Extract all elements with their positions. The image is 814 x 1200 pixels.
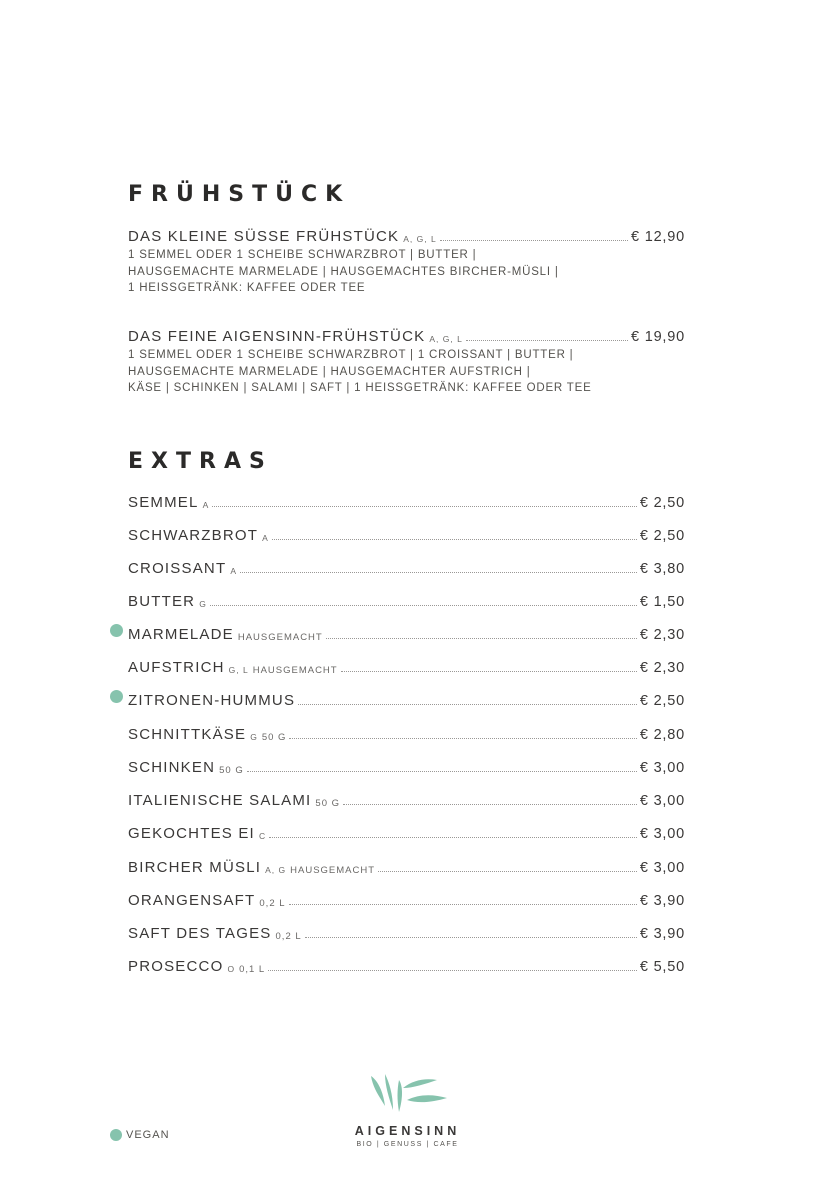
item-allergens: C — [258, 831, 267, 841]
brand-logo — [330, 1070, 485, 1148]
item-price: € 2,50 — [639, 692, 685, 709]
item-note: HAUSGEMACHT — [252, 664, 338, 676]
description-line: HAUSGEMACHTE MARMELADE | HAUSGEMACHTES BIRCHER-MÜSLI | — [128, 265, 559, 278]
item-description — [128, 347, 688, 397]
item-name: AUFSTRICH — [128, 659, 225, 676]
dot-leader — [210, 605, 637, 606]
dot-leader — [378, 871, 637, 872]
section-title-extras: EXTRAS — [128, 449, 273, 474]
item-note: 0,1 L — [239, 963, 266, 975]
item-name: DAS KLEINE SÜSSE FRÜHSTÜCK — [128, 228, 400, 245]
extras-item — [128, 653, 685, 675]
extras-item — [128, 886, 685, 908]
extras-item — [128, 819, 685, 841]
item-name: SCHNITTKÄSE — [128, 726, 247, 743]
item-price: € 2,50 — [639, 494, 685, 511]
extras-item — [128, 753, 685, 775]
dot-leader — [466, 340, 628, 341]
extras-item — [128, 919, 685, 941]
extras-item — [128, 720, 685, 742]
dot-leader — [240, 572, 637, 573]
item-price: € 3,00 — [639, 792, 685, 809]
description-line: 1 HEISSGETRÄNK: KAFFEE ODER TEE — [128, 282, 366, 294]
description-line: KÄSE | SCHINKEN | SALAMI | SAFT | 1 HEISSGETRÄNK: KAFFEE ODER TEE — [128, 382, 592, 394]
extras-item — [128, 786, 685, 808]
leaves-logo-icon — [363, 1070, 453, 1118]
section-title-fruehstueck: FRÜHSTÜCK — [128, 182, 351, 207]
item-allergens: A — [202, 500, 210, 510]
item-note: 0,2 L — [259, 897, 286, 909]
item-note: 50 G — [315, 797, 341, 809]
brand-tagline: BIO | GENUSS | CAFE — [356, 1141, 459, 1148]
item-allergens: G, L — [228, 665, 249, 675]
item-price: € 5,50 — [639, 958, 685, 975]
dot-leader — [305, 937, 637, 938]
item-price: € 3,90 — [639, 925, 685, 942]
item-price: € 2,50 — [639, 527, 685, 544]
item-name: PROSECCO — [128, 958, 224, 975]
description-line: 1 SEMMEL ODER 1 SCHEIBE SCHWARZBROT | 1 CROISSANT | BUTTER | — [128, 349, 574, 361]
item-allergens: A, G, L — [429, 334, 463, 344]
item-name: BIRCHER MÜSLI — [128, 859, 262, 876]
item-name: SCHWARZBROT — [128, 527, 259, 544]
item-name: BUTTER — [128, 593, 196, 610]
item-allergens: G — [199, 599, 207, 609]
dot-leader — [268, 970, 637, 971]
brand-name: AIGENSINN — [354, 1124, 461, 1138]
item-price: € 12,90 — [631, 228, 685, 245]
item-name: DAS FEINE AIGENSINN-FRÜHSTÜCK — [128, 328, 426, 345]
item-note: HAUSGEMACHT — [237, 631, 323, 643]
item-price: € 3,80 — [639, 560, 685, 577]
dot-leader — [289, 738, 636, 739]
item-price: € 2,80 — [639, 726, 685, 743]
extras-item — [128, 620, 685, 642]
item-name: SEMMEL — [128, 494, 199, 511]
vegan-marker-icon — [110, 690, 123, 703]
item-name: GEKOCHTES EI — [128, 825, 255, 842]
menu-item — [128, 322, 685, 344]
item-note: 50 G — [261, 731, 287, 743]
menu-item — [128, 222, 685, 244]
item-allergens: A — [262, 533, 269, 543]
item-price: € 3,00 — [639, 759, 685, 776]
extras-item — [128, 587, 685, 609]
dot-leader — [298, 704, 637, 705]
item-name: ZITRONEN-HUMMUS — [128, 692, 296, 709]
description-line: HAUSGEMACHTE MARMELADE | HAUSGEMACHTER AUFSTRICH | — [128, 365, 531, 378]
description-line: 1 SEMMEL ODER 1 SCHEIBE SCHWARZBROT | BUTTER | — [128, 249, 477, 261]
extras-item — [128, 686, 685, 708]
item-price: € 1,50 — [639, 593, 685, 610]
item-allergens: O — [227, 964, 236, 974]
extras-item — [128, 853, 685, 875]
item-allergens: A, G, L — [403, 234, 437, 244]
item-name: ITALIENISCHE SALAMI — [128, 792, 312, 809]
item-name: SCHINKEN — [128, 759, 216, 776]
vegan-legend — [110, 1129, 170, 1141]
dot-leader — [212, 506, 637, 507]
item-name: CROISSANT — [128, 560, 227, 577]
dot-leader — [341, 671, 637, 672]
item-price: € 3,90 — [639, 892, 685, 909]
item-allergens: A, G — [265, 865, 287, 875]
item-description — [128, 247, 688, 297]
item-name: MARMELADE — [128, 626, 234, 643]
item-price: € 3,00 — [639, 825, 685, 842]
dot-leader — [247, 771, 637, 772]
item-allergens: G — [250, 732, 258, 742]
dot-leader — [440, 240, 628, 241]
item-name: ORANGENSAFT — [128, 892, 256, 909]
vegan-legend-label: VEGAN — [126, 1129, 170, 1141]
item-note: HAUSGEMACHT — [290, 864, 376, 876]
dot-leader — [272, 539, 637, 540]
extras-item — [128, 952, 685, 974]
dot-leader — [269, 837, 637, 838]
vegan-marker-icon — [110, 1129, 122, 1141]
item-price: € 2,30 — [639, 659, 685, 676]
item-note: 0,2 L — [275, 930, 302, 942]
dot-leader — [343, 804, 637, 805]
item-price: € 2,30 — [639, 626, 685, 643]
extras-item — [128, 554, 685, 576]
dot-leader — [326, 638, 637, 639]
extras-item — [128, 488, 685, 510]
item-note: 50 G — [219, 764, 244, 776]
item-name: SAFT DES TAGES — [128, 925, 272, 942]
dot-leader — [289, 904, 637, 905]
vegan-marker-icon — [110, 624, 123, 637]
item-allergens: A — [230, 566, 237, 576]
extras-item — [128, 521, 685, 543]
item-price: € 3,00 — [639, 859, 685, 876]
item-price: € 19,90 — [631, 328, 685, 345]
